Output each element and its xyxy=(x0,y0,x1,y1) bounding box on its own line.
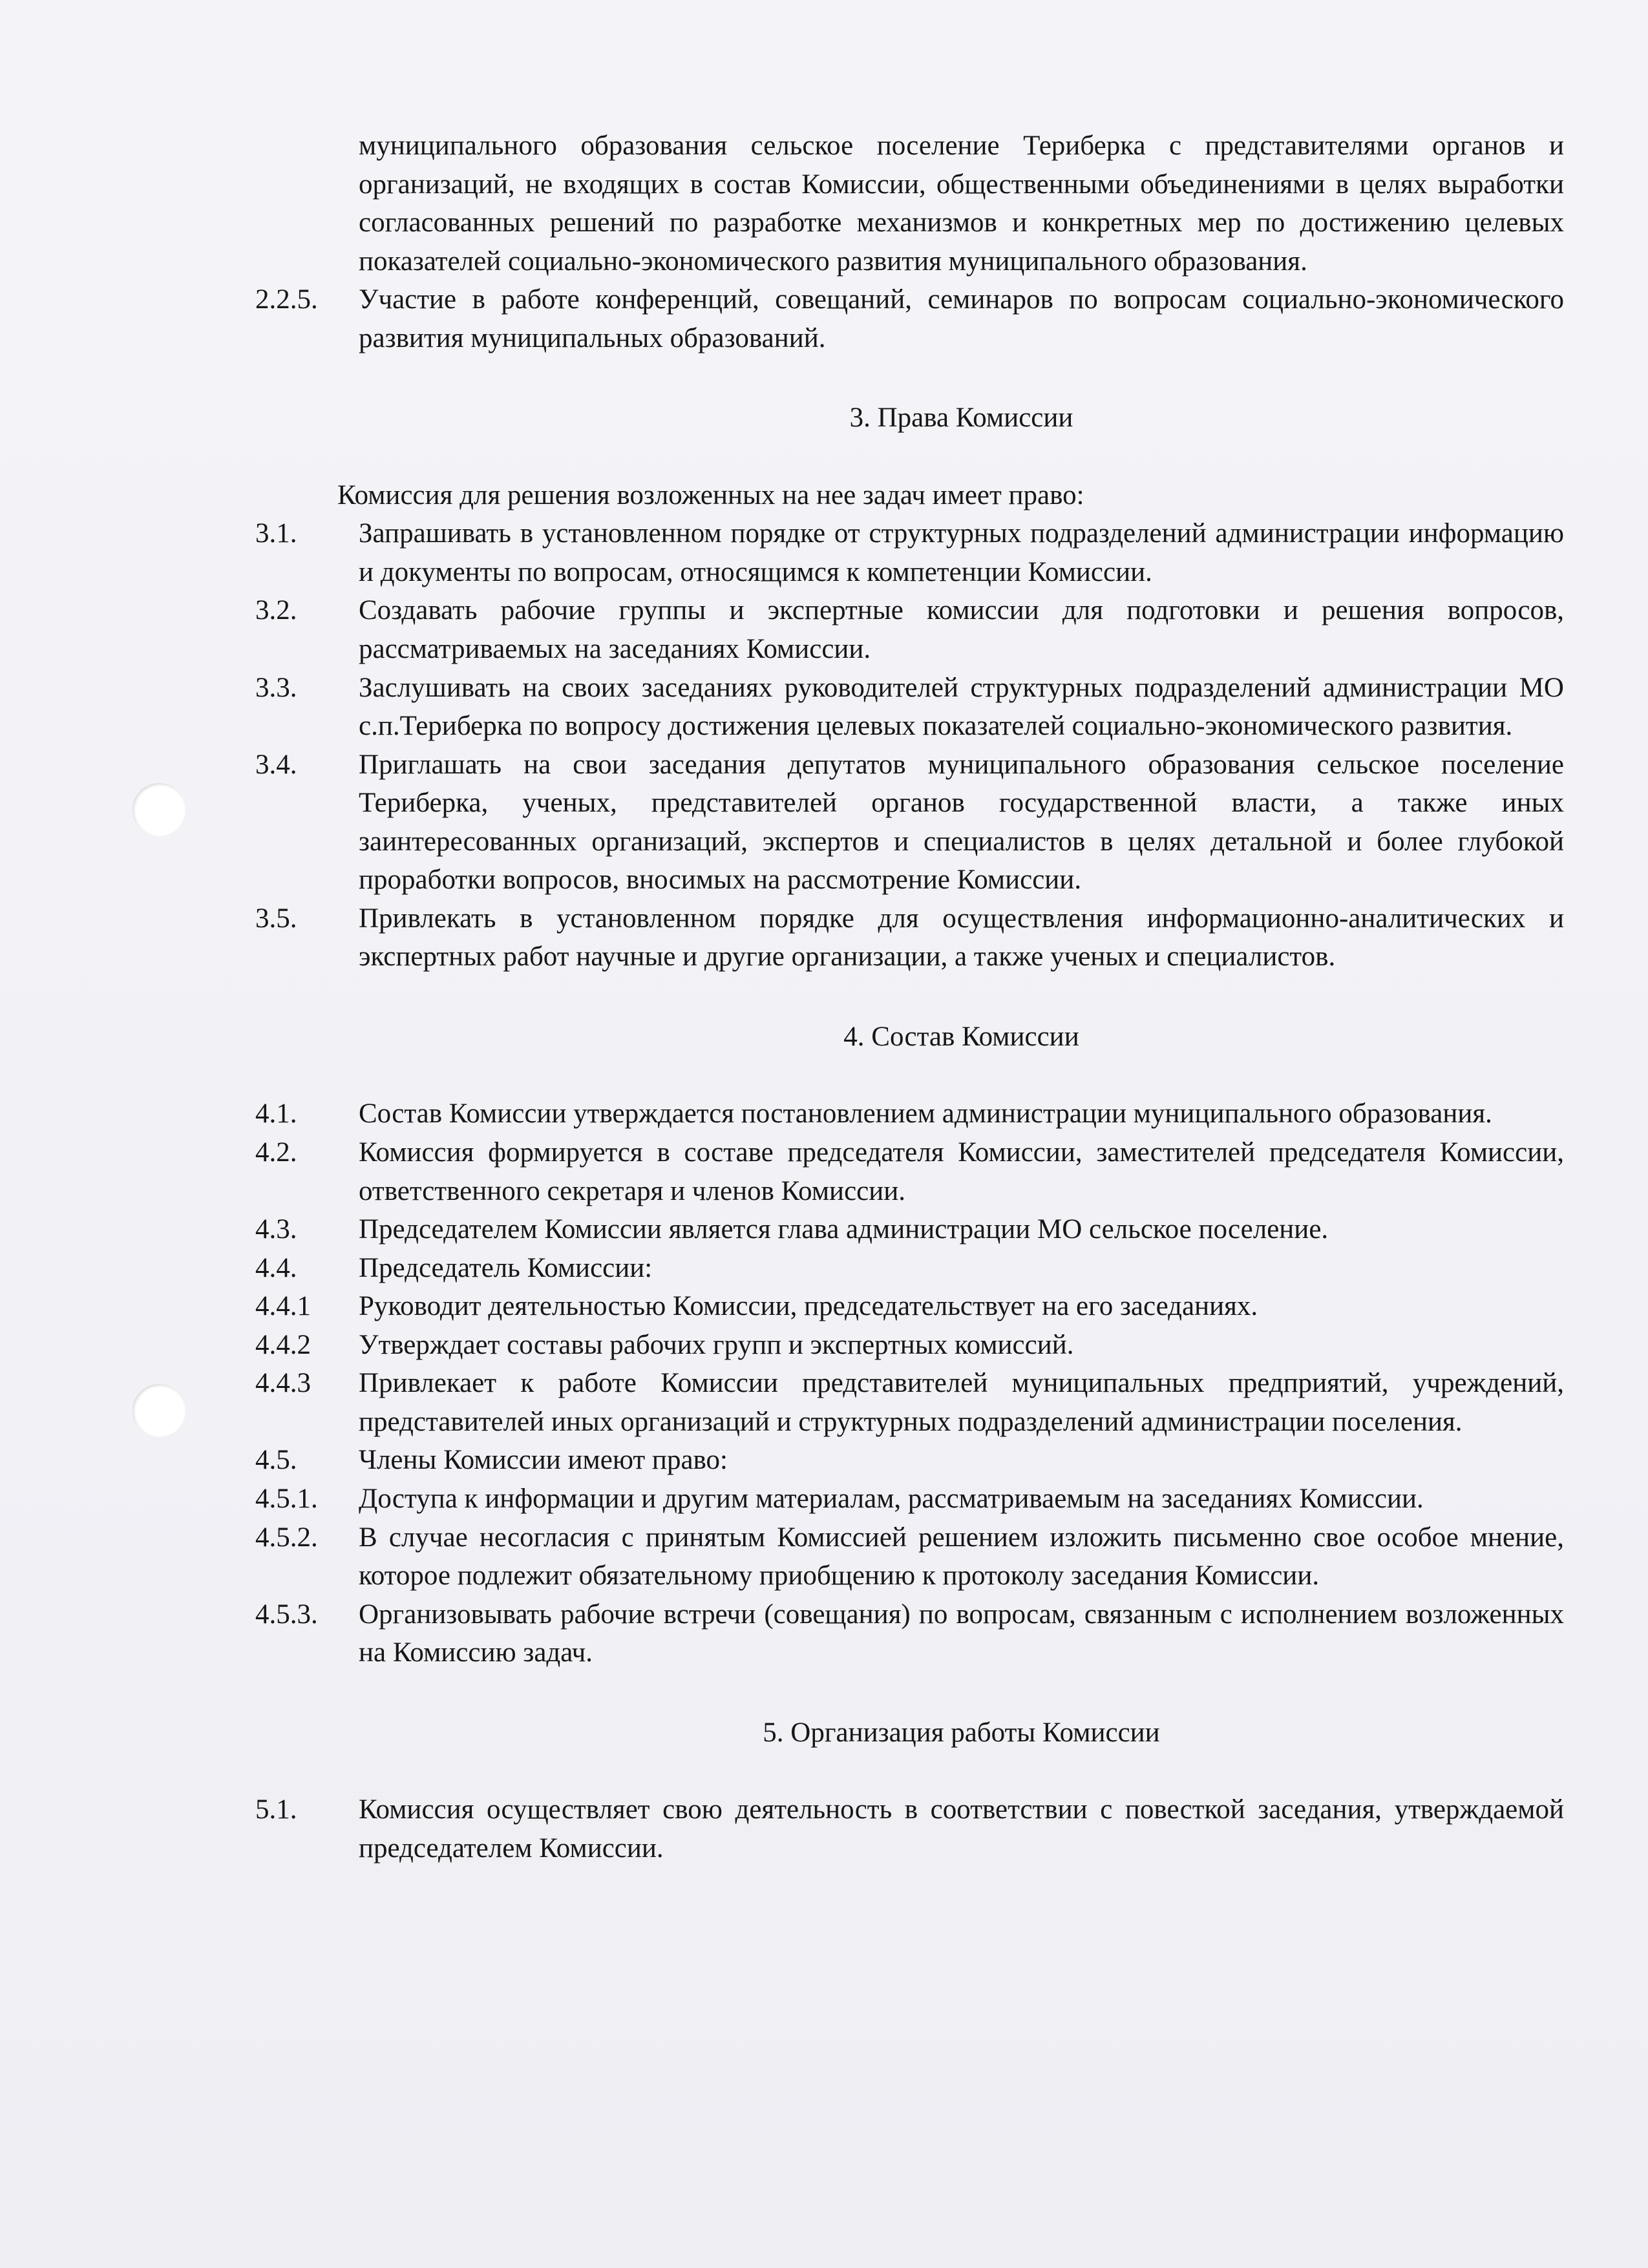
item-text: Состав Комиссии утверждается постановлением администрации муниципального образования. xyxy=(359,1098,1492,1129)
list-item xyxy=(255,1133,1564,1210)
list-item xyxy=(255,514,1564,591)
item-text: Создавать рабочие группы и экспертные комиссии для подготовки и решения вопросов, рассматриваемых на заседаниях Комиссии. xyxy=(359,595,1564,665)
item-text: Руководит деятельностью Комиссии, председательствует на его заседаниях. xyxy=(359,1291,1258,1322)
item-number: 4.4.3 xyxy=(255,1368,311,1399)
item-text: Доступа к информации и другим материалам, рассматриваемым на заседаниях Комиссии. xyxy=(359,1483,1424,1514)
list-item xyxy=(255,746,1564,899)
item-number: 4.5.2. xyxy=(255,1522,318,1553)
list-item xyxy=(255,1210,1564,1249)
item-text: Участие в работе конференций, совещаний, семинаров по вопросам социально-экономического развития муниципальных образований. xyxy=(359,284,1564,353)
item-text: Привлекает к работе Комиссии представителей муниципальных предприятий, учреждений, представителей иных организаций и структурных подразделений администрации поселения. xyxy=(359,1368,1564,1437)
item-number: 4.5.1. xyxy=(255,1483,318,1514)
list-item xyxy=(255,1480,1564,1518)
list-item xyxy=(255,899,1564,976)
item-text: Приглашать на свои заседания депутатов муниципального образования сельское поселение Териберка, ученых, представителей органов государственной власти, а также иных заинтересованных организаций, экспертов и специалистов в целях детальной и более глубокой проработки вопросов, вносимых на рассмотрение Комиссии. xyxy=(359,749,1564,896)
item-number: 3.3. xyxy=(255,672,297,703)
item-number: 4.3. xyxy=(255,1214,297,1245)
continuation-paragraph: муниципального образования сельское поселение Териберка с представителями органов и организаций, не входящих в состав Комиссии, общественными объединениями в целях выработки согласованных решений по разработке механизмов и конкретных мер по достижению целевых показателей социально-экономического развития муниципального образования. xyxy=(359,131,1564,277)
item-text: Заслушивать на своих заседаниях руководителей структурных подразделений администрации МО с.п.Териберка по вопросу достижения целевых показателей социально-экономического развития. xyxy=(359,672,1564,742)
item-number: 3.1. xyxy=(255,518,297,549)
list-item xyxy=(255,1326,1564,1365)
item-number: 5.1. xyxy=(255,1794,297,1825)
item-text: Председателем Комиссии является глава администрации МО сельское поселение. xyxy=(359,1214,1329,1245)
item-number: 4.4.2 xyxy=(255,1329,311,1360)
list-item xyxy=(255,1518,1564,1595)
item-text: Утверждает составы рабочих групп и экспертных комиссий. xyxy=(359,1329,1074,1360)
item-number: 3.2. xyxy=(255,595,297,626)
item-text: Председатель Комиссии: xyxy=(359,1252,653,1283)
section-heading-3: 3. Права Комиссии xyxy=(849,403,1073,434)
list-item xyxy=(255,280,1564,357)
item-text: Организовывать рабочие встречи (совещания) по вопросам, связанным с исполнением возложенных на Комиссию задач. xyxy=(359,1599,1564,1668)
item-number: 2.2.5. xyxy=(255,284,318,315)
item-number: 4.1. xyxy=(255,1098,297,1129)
document-body xyxy=(255,127,1564,1867)
item-number: 4.2. xyxy=(255,1137,297,1168)
item-text: В случае несогласия с принятым Комиссией решением изложить письменно свое особое мнение, которое подлежит обязательному приобщению к протоколу заседания Комиссии. xyxy=(359,1522,1564,1591)
item-number: 4.4. xyxy=(255,1252,297,1283)
list-item xyxy=(255,1441,1564,1480)
item-text: Привлекать в установленном порядке для осуществления информационно-аналитических и экспертных работ научные и другие организации, а также ученых и специалистов. xyxy=(359,903,1564,972)
section-heading-5: 5. Организация работы Комиссии xyxy=(763,1717,1160,1748)
list-item xyxy=(255,1595,1564,1672)
item-number: 4.5.3. xyxy=(255,1599,318,1630)
list-item xyxy=(255,1249,1564,1288)
list-item xyxy=(255,1095,1564,1133)
list-item xyxy=(255,1287,1564,1326)
item-number: 3.5. xyxy=(255,903,297,934)
list-item xyxy=(255,1364,1564,1441)
item-text: Запрашивать в установленном порядке от структурных подразделений администрации информацию и документы по вопросам, относящимся к компетенции Комиссии. xyxy=(359,518,1564,587)
section-intro: Комиссия для решения возложенных на нее задач имеет право: xyxy=(337,479,1084,510)
item-text: Комиссия осуществляет свою деятельность в соответствии с повесткой заседания, утверждаемой председателем Комиссии. xyxy=(359,1794,1564,1864)
item-number: 4.4.1 xyxy=(255,1291,311,1322)
list-item xyxy=(255,669,1564,746)
item-number: 3.4. xyxy=(255,749,297,780)
item-number: 4.5. xyxy=(255,1445,297,1476)
section-heading-4: 4. Состав Комиссии xyxy=(843,1021,1079,1052)
punch-hole xyxy=(132,1384,185,1437)
item-text: Комиссия формируется в составе председателя Комиссии, заместителей председателя Комиссии, ответственного секретаря и членов Комиссии. xyxy=(359,1137,1564,1206)
item-text: Члены Комиссии имеют право: xyxy=(359,1445,728,1476)
list-item xyxy=(255,1790,1564,1867)
list-item xyxy=(255,591,1564,668)
punch-hole xyxy=(132,783,185,836)
